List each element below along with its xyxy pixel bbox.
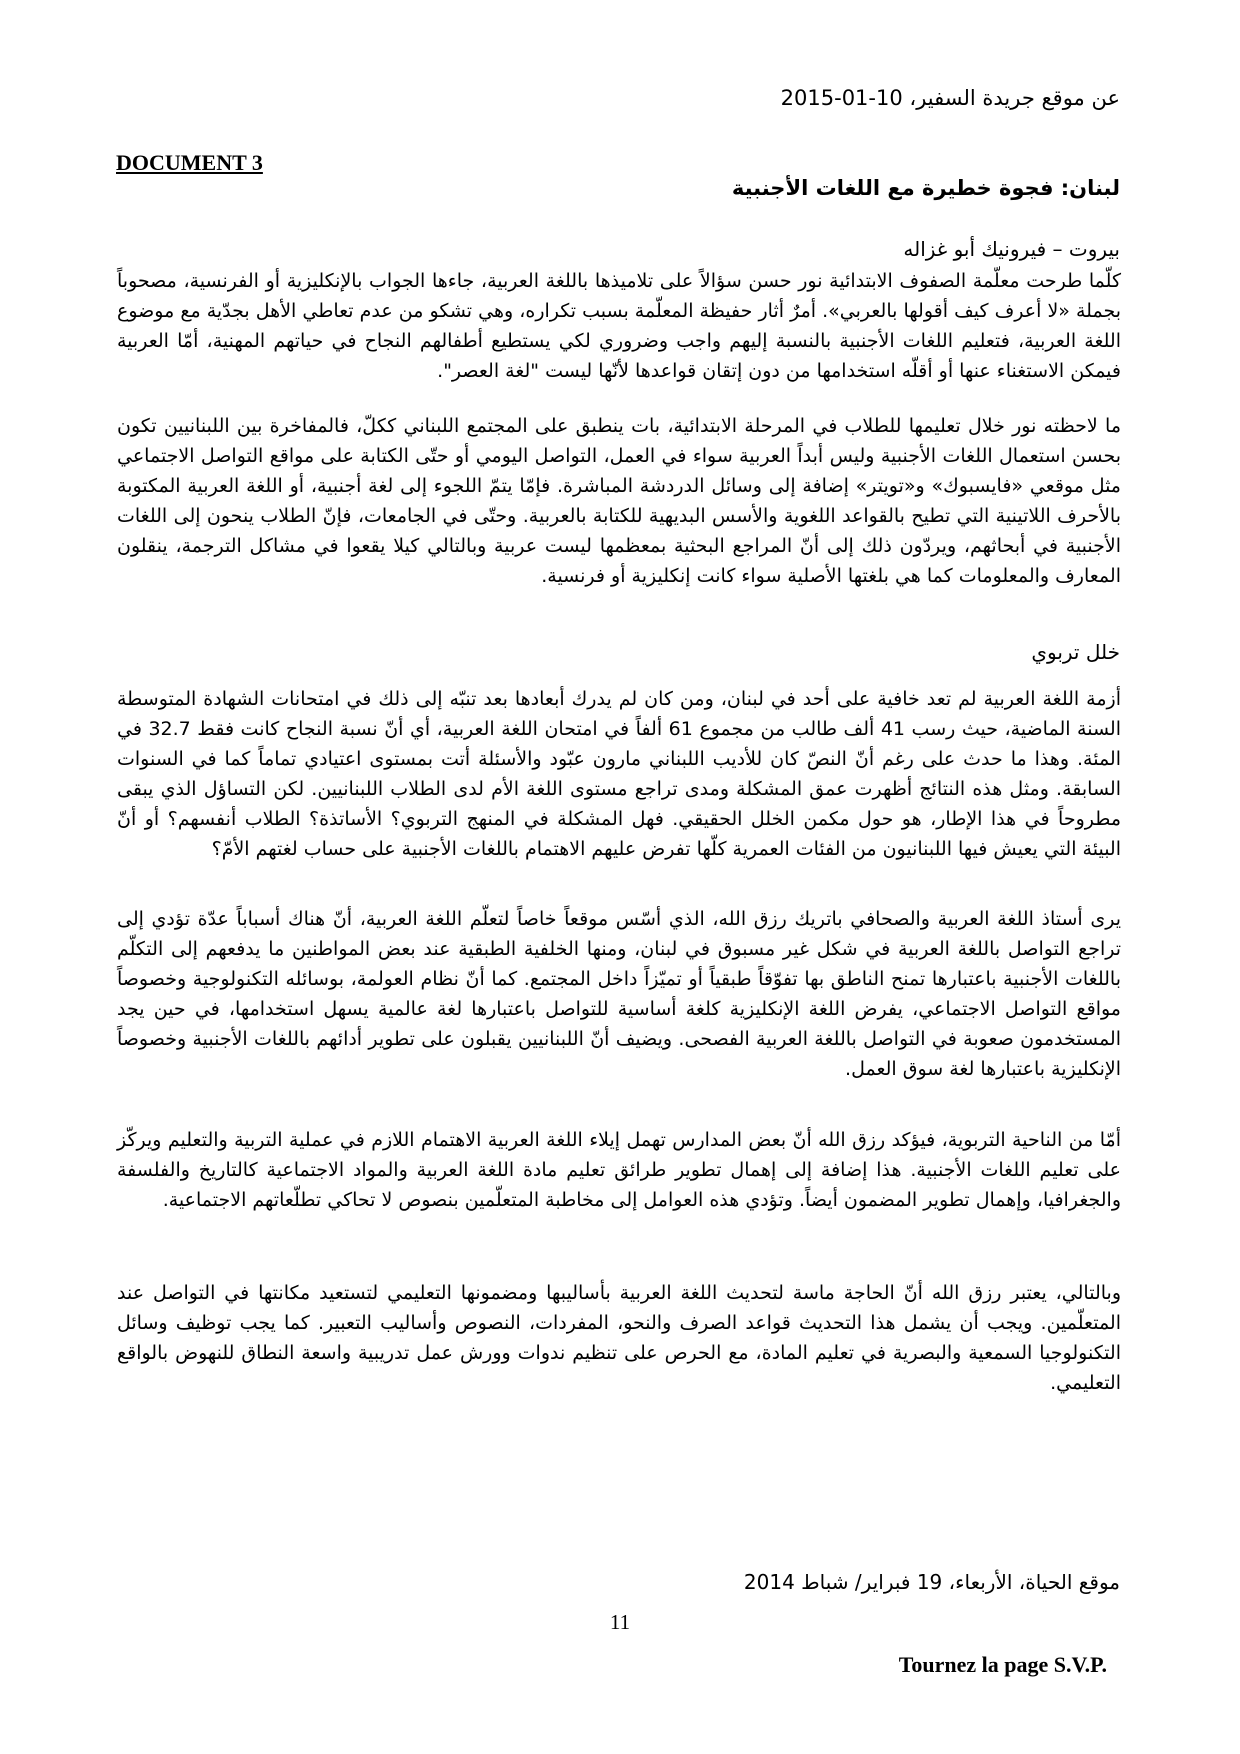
turn-page-note: Tournez la page S.V.P.	[898, 1652, 1107, 1677]
paragraph-1: كلّما طرحت معلّمة الصفوف الابتدائية نور حسن سؤالاً على تلاميذها باللغة العربية، جاءها الجواب بالإنكليزية أو الفرنسية، مصحوباً بجملة «لا أعرف كيف أقولها بالعربي». أمرٌ أثار حفيظة المعلّمة بسبب تكراره، وهي تشكو من عدم تعاطي الأهل بجدّية مع موضوع اللغة العربية، فتعليم اللغات الأجنبية بالنسبة إليهم واجب وضروري لكي يستطيع أطفالهم النجاح في حياتهم المهنية، أمّا العربية فيمكن الاستغناء عنها أو أقلّه استخدامها من دون إتقان قواعدها لأنّها ليست "لغة العصر".	[117, 270, 1121, 382]
section-subheading: خلل تربوي	[1031, 640, 1120, 664]
paragraph-6: وبالتالي، يعتبر رزق الله أنّ الحاجة ماسة لتحديث اللغة العربية بأساليبها ومضمونها التعليمي لتستعيد مكانتها في التواصل عند المتعلّمين. ويجب أن يشمل هذا التحديث قواعد الصرف والنحو، المفردات، النصوص وأساليب التعبير. كما يجب توظيف وسائل التكنولوجيا السمعية والبصرية في تعليم المادة، مع الحرص على تنظيم ندوات وورش عمل تدريبية واسعة النطاق للنهوض بالواقع التعليمي.	[117, 1282, 1121, 1394]
document-label: DOCUMENT 3	[116, 150, 263, 175]
paragraph-4: يرى أستاذ اللغة العربية والصحافي باتريك رزق الله، الذي أسّس موقعاً خاصاً لتعلّم اللغة العربية، أنّ هناك أسباباً عدّة تؤدي إلى تراجع التواصل باللغة العربية في شكل غير مسبوق في لبنان، ومنها الخلفية الطبقية عند بعض المواطنين ما يدفعهم إلى التكلّم باللغات الأجنبية باعتبارها تمنح الناطق بها تفوّقاً طبقياً أو تميّزاً داخل المجتمع. كما أنّ نظام العولمة، بوسائله التكنولوجية وخصوصاً مواقع التواصل الاجتماعي، يفرض اللغة الإنكليزية كلغة أساسية للتواصل باعتبارها لغة عالمية يسهل استخدامها، في حين يجد المستخدمون صعوبة في التواصل باللغة العربية الفصحى. ويضيف أنّ اللبنانيين يقبلون على تطوير أدائهم باللغات الأجنبية وخصوصاً الإنكليزية باعتبارها لغة سوق العمل.	[117, 908, 1121, 1080]
page-number: 11	[609, 1610, 631, 1634]
source-line-bottom: موقع الحياة، الأربعاء، 19 فبراير/ شباط 2014	[743, 1570, 1120, 1594]
paragraph-2: ما لاحظته نور خلال تعليمها للطلاب في المرحلة الابتدائية، بات ينطبق على المجتمع اللبناني ككلّ، فالمفاخرة بين اللبنانيين تكون بحسن استعمال اللغات الأجنبية وليس أبداً العربية سواء في العمل، التواصل اليومي أو حتّى الكتابة على مواقع التواصل الاجتماعي مثل موقعي «فايسبوك» و«تويتر» إضافة إلى وسائل الدردشة المباشرة. فإمّا يتمّ اللجوء إلى لغة أجنبية، أو اللغة العربية المكتوبة بالأحرف اللاتينية التي تطيح بالقواعد اللغوية والأسس البديهية للكتابة بالعربية. وحتّى في الجامعات، فإنّ الطلاب ينحون إلى اللغات الأجنبية في أبحاثهم، ويردّون ذلك إلى أنّ المراجع البحثية بمعظمها ليست عربية وبالتالي كيلا يقعوا في مشاكل الترجمة، ينقلون المعارف والمعلومات كما هي بلغتها الأصلية سواء كانت إنكليزية أو فرنسية.	[117, 415, 1121, 587]
source-line-top: عن موقع جريدة السفير، 10-01-2015	[780, 86, 1120, 110]
paragraph-5: أمّا من الناحية التربوية، فيؤكد رزق الله أنّ بعض المدارس تهمل إيلاء اللغة العربية الاهتمام اللازم في عملية التربية والتعليم ويركّز على تعليم اللغات الأجنبية. هذا إضافة إلى إهمال تطوير طرائق تعليم مادة اللغة العربية والمواد الاجتماعية كالتاريخ والفلسفة والجغرافيا، وإهمال تطوير المضمون أيضاً. وتؤدي هذه العوامل إلى مخاطبة المتعلّمين بنصوص لا تحاكي تطلّعاتهم الاجتماعية.	[117, 1129, 1121, 1211]
paragraph-3: أزمة اللغة العربية لم تعد خافية على أحد في لبنان، ومن كان لم يدرك أبعادها بعد تنبّه إلى ذلك في امتحانات الشهادة المتوسطة السنة الماضية، حيث رسب 41 ألف طالب من مجموع 61 ألفاً في امتحان اللغة العربية، أي أنّ نسبة النجاح كانت فقط 32.7 في المئة. وهذا ما حدث على رغم أنّ النصّ كان للأديب اللبناني مارون عبّود والأسئلة أتت بمستوى اعتيادي تماماً كما في السنوات السابقة. ومثل هذه النتائج أظهرت عمق المشكلة ومدى تراجع مستوى اللغة الأم لدى الطلاب اللبنانيين. لكن التساؤل الذي يبقى مطروحاً في هذا الإطار، هو حول مكمن الخلل الحقيقي. فهل المشكلة في المنهج التربوي؟ الأساتذة؟ الطلاب أنفسهم؟ أو أنّ البيئة التي يعيش فيها اللبنانيون من الفئات العمرية كلّها تفرض عليهم الاهتمام باللغات الأجنبية على حساب لغتهم الأمّ؟	[117, 688, 1121, 860]
article-byline: بيروت – فيرونيك أبو غزاله	[903, 237, 1120, 261]
article-title: لبنان: فجوة خطيرة مع اللغات الأجنبية	[731, 176, 1120, 200]
